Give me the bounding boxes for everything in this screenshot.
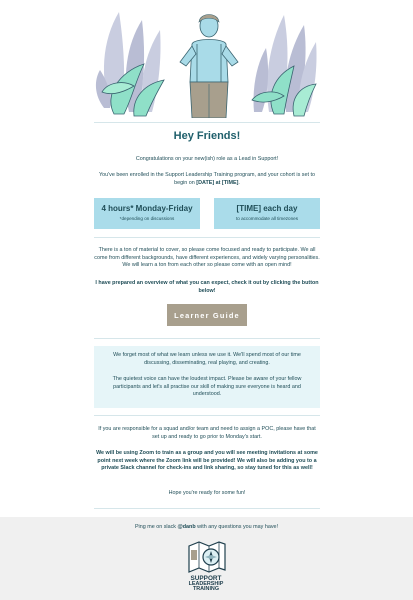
enroll-text — [94, 172, 320, 187]
learner-guide-button[interactable]: Learner Guide — [167, 304, 247, 326]
panel-text-2: The quietest voice can have the loudest impact. Please be aware of your fellow participants and let's all practise our skill of making sure everyone is heard and understood. — [112, 376, 302, 398]
page-title: Hey Friends! — [173, 130, 241, 142]
enroll-date: [DATE] at [TIME] — [196, 179, 239, 186]
panel-text-1: We forget most of what we learn unless we use it. We'll spend most of our time discussing, disseminating, real playing, and creating. — [113, 352, 301, 366]
logo-line-1: SUPPORT — [190, 575, 222, 582]
hero-illustration — [94, 0, 320, 118]
logo-wordmark — [171, 576, 241, 593]
enroll-text-pre: You've been enrolled in the Support Leadership Training program, and your cohort is set to begin on — [99, 172, 315, 186]
leaves-right — [252, 15, 317, 116]
overview-bold: I have prepared an overview of what you can expect, check it out by clicking the button below! — [95, 280, 319, 294]
card-subtext: *depending on discussions — [119, 216, 175, 221]
person-figure — [180, 15, 238, 119]
card-subtext: to accommodate all timezones — [235, 216, 299, 221]
zoom-bold: We will be using Zoom to train as a group and you will see meeting invitations at some point next week where the Zoom link will be provided! We will also be adding you to a private Slack channel for check-ins and link sharing, so stay tuned for this as well! — [96, 450, 318, 472]
material-text: There is a ton of material to cover, so please come focused and ready to participate. We all come from different backgrounds, have different experiences, and widely varying personalities. We will learn a ton from each other so please come with an open mind! — [94, 247, 320, 269]
intro-text: Congratulations on your new(ish) role as a Lead in Support! — [135, 156, 279, 162]
info-panel — [94, 346, 320, 408]
footer-ping-text — [0, 524, 413, 532]
card-heading: 4 hours* Monday-Friday — [101, 204, 193, 213]
logo-line-3: TRAINING — [192, 586, 220, 593]
divider — [94, 508, 320, 509]
divider — [94, 338, 320, 339]
overview-text — [94, 280, 320, 295]
leaves-left — [96, 12, 164, 116]
closing-text: Hope you're ready for some fun! — [168, 490, 246, 496]
poc-text: If you are responsible for a squad and/or team and need to assign a POC, please have that set up and ready to go prior to Monday's start. — [98, 426, 316, 440]
divider — [94, 122, 320, 123]
enroll-text-post: . — [238, 179, 240, 186]
ping-post: with any questions you may have! — [195, 524, 279, 530]
logo-line-2: LEADERSHIP — [188, 580, 224, 587]
zoom-text — [94, 450, 320, 473]
schedule-card-time — [214, 198, 320, 229]
divider — [94, 415, 320, 416]
compass-map-logo-icon — [183, 538, 231, 574]
slack-handle: @danb — [177, 524, 196, 530]
ping-pre: Ping me on slack — [134, 524, 178, 530]
divider — [94, 237, 320, 238]
card-heading: [TIME] each day — [236, 204, 298, 213]
schedule-card-hours — [94, 198, 200, 229]
